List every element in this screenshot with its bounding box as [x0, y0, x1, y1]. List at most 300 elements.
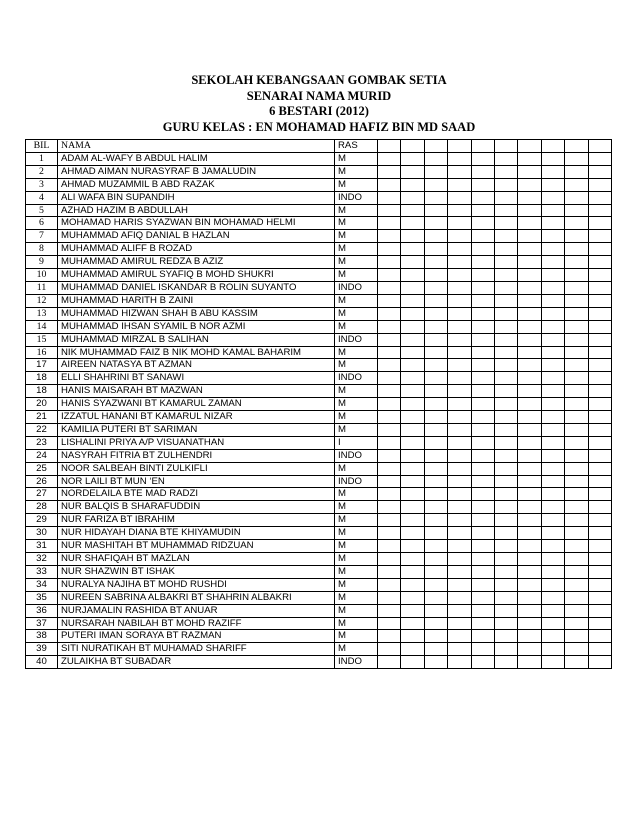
blank-cell [518, 475, 541, 488]
nama-cell: MUHAMMAD AFIQ DANIAL B HAZLAN [58, 230, 335, 243]
blank-cell [565, 540, 588, 553]
blank-cell [448, 656, 471, 669]
blank-cell [401, 230, 424, 243]
blank-cell [448, 423, 471, 436]
blank-cell [565, 243, 588, 256]
blank-cell [378, 204, 401, 217]
blank-cell [448, 411, 471, 424]
blank-cell [588, 152, 611, 165]
ras-cell: I [335, 436, 378, 449]
blank-cell [588, 243, 611, 256]
blank-cell [448, 256, 471, 269]
blank-cell [424, 307, 447, 320]
blank-cell [424, 243, 447, 256]
bil-cell: 30 [26, 527, 58, 540]
blank-cell [494, 423, 517, 436]
blank-cell [588, 346, 611, 359]
blank-cell [471, 178, 494, 191]
blank-cell [471, 411, 494, 424]
nama-header: NAMA [58, 140, 335, 153]
blank-cell [588, 540, 611, 553]
blank-cell [518, 501, 541, 514]
bil-cell: 13 [26, 307, 58, 320]
blank-cell [424, 540, 447, 553]
blank-cell [378, 565, 401, 578]
ras-cell: M [335, 320, 378, 333]
blank-cell [424, 359, 447, 372]
blank-cell [541, 656, 564, 669]
bil-cell: 36 [26, 604, 58, 617]
blank-cell [518, 643, 541, 656]
blank-cell [588, 553, 611, 566]
nama-cell: NUR HIDAYAH DIANA BTE KHIYAMUDIN [58, 527, 335, 540]
blank-cell [588, 462, 611, 475]
blank-cell [565, 436, 588, 449]
bil-cell: 20 [26, 398, 58, 411]
blank-cell [448, 604, 471, 617]
blank-cell [401, 591, 424, 604]
ras-cell: M [335, 630, 378, 643]
bil-cell: 23 [26, 436, 58, 449]
blank-cell [424, 643, 447, 656]
blank-cell [471, 307, 494, 320]
blank-cell [518, 604, 541, 617]
blank-cell [541, 604, 564, 617]
blank-cell [565, 281, 588, 294]
table-row [26, 178, 612, 191]
blank-cell [588, 256, 611, 269]
blank-cell [494, 475, 517, 488]
blank-cell [401, 269, 424, 282]
ras-cell: M [335, 411, 378, 424]
blank-cell [471, 643, 494, 656]
blank-cell [541, 333, 564, 346]
blank-header-cell [401, 140, 424, 153]
ras-cell: M [335, 230, 378, 243]
blank-cell [494, 398, 517, 411]
blank-cell [401, 527, 424, 540]
nama-cell: NURJAMALIN RASHIDA BT ANUAR [58, 604, 335, 617]
bil-header: BIL [26, 140, 58, 153]
table-row [26, 165, 612, 178]
blank-cell [565, 372, 588, 385]
bil-cell: 38 [26, 630, 58, 643]
blank-cell [401, 643, 424, 656]
nama-cell: MUHAMMAD DANIEL ISKANDAR B ROLIN SUYANTO [58, 281, 335, 294]
bil-cell: 10 [26, 269, 58, 282]
blank-cell [494, 372, 517, 385]
blank-cell [424, 591, 447, 604]
nama-cell: NUR MASHITAH BT MUHAMMAD RIDZUAN [58, 540, 335, 553]
nama-cell: AHMAD MUZAMMIL B ABD RAZAK [58, 178, 335, 191]
nama-cell: NUR SHAFIQAH BT MAZLAN [58, 553, 335, 566]
blank-cell [471, 333, 494, 346]
blank-cell [565, 165, 588, 178]
blank-cell [541, 398, 564, 411]
blank-cell [494, 256, 517, 269]
bil-cell: 17 [26, 359, 58, 372]
blank-cell [424, 217, 447, 230]
ras-cell: M [335, 643, 378, 656]
blank-cell [471, 565, 494, 578]
bil-cell: 21 [26, 411, 58, 424]
blank-cell [518, 269, 541, 282]
blank-cell [565, 204, 588, 217]
table-row [26, 385, 612, 398]
ras-cell: M [335, 553, 378, 566]
ras-cell: M [335, 385, 378, 398]
table-row [26, 514, 612, 527]
document-header [0, 73, 638, 135]
bil-cell: 40 [26, 656, 58, 669]
bil-cell: 1 [26, 152, 58, 165]
blank-cell [378, 152, 401, 165]
blank-cell [588, 191, 611, 204]
blank-cell [494, 217, 517, 230]
bil-cell: 11 [26, 281, 58, 294]
ras-cell: M [335, 398, 378, 411]
blank-cell [448, 436, 471, 449]
blank-cell [401, 514, 424, 527]
ras-cell: M [335, 578, 378, 591]
blank-header-cell [494, 140, 517, 153]
bil-cell: 14 [26, 320, 58, 333]
blank-cell [471, 436, 494, 449]
bil-cell: 2 [26, 165, 58, 178]
blank-cell [588, 423, 611, 436]
blank-cell [471, 449, 494, 462]
blank-cell [541, 565, 564, 578]
blank-cell [471, 204, 494, 217]
blank-cell [424, 333, 447, 346]
blank-cell [378, 411, 401, 424]
blank-cell [424, 630, 447, 643]
blank-cell [378, 307, 401, 320]
blank-cell [471, 165, 494, 178]
blank-cell [541, 527, 564, 540]
bil-cell: 33 [26, 565, 58, 578]
blank-cell [471, 617, 494, 630]
ras-cell: M [335, 540, 378, 553]
blank-cell [541, 230, 564, 243]
blank-cell [518, 307, 541, 320]
nama-cell: NURSARAH NABILAH BT MOHD RAZIFF [58, 617, 335, 630]
blank-cell [494, 411, 517, 424]
blank-cell [424, 294, 447, 307]
blank-cell [541, 320, 564, 333]
table-row [26, 230, 612, 243]
blank-cell [565, 333, 588, 346]
blank-cell [565, 191, 588, 204]
blank-cell [494, 165, 517, 178]
nama-cell: NUR BALQIS B SHARAFUDDIN [58, 501, 335, 514]
blank-cell [448, 281, 471, 294]
nama-cell: MUHAMMAD AMIRUL SYAFIQ B MOHD SHUKRI [58, 269, 335, 282]
ras-cell: M [335, 501, 378, 514]
blank-cell [494, 385, 517, 398]
blank-cell [448, 540, 471, 553]
blank-cell [565, 294, 588, 307]
blank-header-cell [565, 140, 588, 153]
ras-cell: M [335, 488, 378, 501]
bil-cell: 31 [26, 540, 58, 553]
blank-cell [378, 191, 401, 204]
blank-cell [378, 423, 401, 436]
blank-cell [471, 191, 494, 204]
blank-cell [424, 423, 447, 436]
ras-cell: M [335, 565, 378, 578]
blank-cell [588, 217, 611, 230]
blank-cell [588, 269, 611, 282]
ras-cell: INDO [335, 449, 378, 462]
blank-cell [494, 243, 517, 256]
blank-cell [401, 165, 424, 178]
blank-header-cell [588, 140, 611, 153]
blank-header-cell [448, 140, 471, 153]
blank-cell [424, 152, 447, 165]
blank-cell [494, 269, 517, 282]
bil-cell: 9 [26, 256, 58, 269]
blank-cell [588, 449, 611, 462]
blank-cell [518, 165, 541, 178]
blank-cell [518, 565, 541, 578]
blank-cell [424, 565, 447, 578]
blank-cell [518, 462, 541, 475]
blank-cell [471, 346, 494, 359]
blank-cell [518, 178, 541, 191]
blank-cell [565, 152, 588, 165]
blank-cell [588, 501, 611, 514]
blank-cell [401, 307, 424, 320]
blank-cell [588, 230, 611, 243]
ras-cell: M [335, 204, 378, 217]
blank-cell [448, 294, 471, 307]
blank-cell [448, 204, 471, 217]
blank-cell [518, 385, 541, 398]
blank-cell [378, 514, 401, 527]
blank-cell [565, 565, 588, 578]
bil-cell: 24 [26, 449, 58, 462]
table-row [26, 488, 612, 501]
blank-cell [471, 217, 494, 230]
blank-cell [424, 269, 447, 282]
blank-cell [494, 488, 517, 501]
nama-cell: ZULAIKHA BT SUBADAR [58, 656, 335, 669]
blank-cell [494, 178, 517, 191]
blank-cell [494, 630, 517, 643]
blank-cell [494, 501, 517, 514]
blank-cell [565, 320, 588, 333]
blank-cell [378, 178, 401, 191]
blank-cell [448, 178, 471, 191]
blank-cell [378, 269, 401, 282]
blank-cell [588, 372, 611, 385]
blank-cell [401, 488, 424, 501]
blank-cell [471, 281, 494, 294]
ras-header: RAS [335, 140, 378, 153]
bil-cell: 6 [26, 217, 58, 230]
blank-cell [424, 411, 447, 424]
blank-cell [565, 617, 588, 630]
blank-cell [588, 436, 611, 449]
blank-cell [565, 604, 588, 617]
blank-cell [378, 243, 401, 256]
table-row [26, 501, 612, 514]
blank-cell [588, 411, 611, 424]
blank-cell [494, 359, 517, 372]
blank-cell [448, 514, 471, 527]
ras-cell: M [335, 423, 378, 436]
nama-cell: NOOR SALBEAH BINTI ZULKIFLI [58, 462, 335, 475]
blank-cell [588, 617, 611, 630]
blank-cell [494, 514, 517, 527]
blank-cell [565, 514, 588, 527]
blank-cell [494, 643, 517, 656]
blank-cell [518, 281, 541, 294]
blank-cell [448, 359, 471, 372]
nama-cell: MUHAMMAD HIZWAN SHAH B ABU KASSIM [58, 307, 335, 320]
blank-cell [565, 591, 588, 604]
nama-cell: MUHAMMAD HARITH B ZAINI [58, 294, 335, 307]
blank-cell [378, 333, 401, 346]
blank-cell [518, 346, 541, 359]
blank-cell [565, 475, 588, 488]
bil-cell: 5 [26, 204, 58, 217]
blank-cell [541, 436, 564, 449]
table-row [26, 294, 612, 307]
blank-cell [424, 527, 447, 540]
blank-cell [401, 191, 424, 204]
blank-cell [378, 540, 401, 553]
blank-cell [541, 178, 564, 191]
blank-cell [565, 578, 588, 591]
blank-cell [378, 656, 401, 669]
blank-cell [448, 385, 471, 398]
nama-cell: IZZATUL HANANI BT KAMARUL NIZAR [58, 411, 335, 424]
blank-cell [565, 527, 588, 540]
ras-cell: M [335, 359, 378, 372]
blank-cell [588, 178, 611, 191]
blank-cell [401, 604, 424, 617]
blank-cell [471, 398, 494, 411]
ras-cell: M [335, 527, 378, 540]
ras-cell: M [335, 269, 378, 282]
blank-cell [518, 488, 541, 501]
table-row [26, 256, 612, 269]
blank-cell [565, 449, 588, 462]
nama-cell: NORDELAILA BTE MAD RADZI [58, 488, 335, 501]
blank-cell [471, 488, 494, 501]
blank-cell [378, 294, 401, 307]
blank-cell [424, 372, 447, 385]
blank-cell [401, 449, 424, 462]
blank-cell [471, 230, 494, 243]
blank-cell [565, 462, 588, 475]
blank-cell [588, 333, 611, 346]
blank-cell [378, 320, 401, 333]
blank-cell [494, 617, 517, 630]
blank-cell [471, 553, 494, 566]
blank-cell [424, 617, 447, 630]
blank-cell [494, 553, 517, 566]
bil-cell: 32 [26, 553, 58, 566]
ras-cell: M [335, 514, 378, 527]
bil-cell: 28 [26, 501, 58, 514]
ras-cell: M [335, 165, 378, 178]
nama-cell: SITI NURATIKAH BT MUHAMAD SHARIFF [58, 643, 335, 656]
nama-cell: MUHAMMAD AMIRUL REDZA B AZIZ [58, 256, 335, 269]
table-row [26, 411, 612, 424]
blank-cell [541, 217, 564, 230]
nama-cell: ADAM AL-WAFY B ABDUL HALIM [58, 152, 335, 165]
blank-cell [541, 243, 564, 256]
blank-cell [518, 527, 541, 540]
blank-cell [471, 630, 494, 643]
blank-cell [565, 359, 588, 372]
nama-cell: NASYRAH FITRIA BT ZULHENDRI [58, 449, 335, 462]
blank-cell [565, 385, 588, 398]
blank-cell [378, 449, 401, 462]
blank-cell [565, 307, 588, 320]
table-row [26, 281, 612, 294]
bil-cell: 16 [26, 346, 58, 359]
blank-cell [541, 578, 564, 591]
blank-cell [494, 346, 517, 359]
table-row [26, 359, 612, 372]
nama-cell: MOHAMAD HARIS SYAZWAN BIN MOHAMAD HELMI [58, 217, 335, 230]
blank-cell [401, 656, 424, 669]
nama-cell: NUR FARIZA BT IBRAHIM [58, 514, 335, 527]
blank-cell [401, 423, 424, 436]
blank-cell [494, 307, 517, 320]
blank-cell [424, 578, 447, 591]
nama-cell: NURALYA NAJIHA BT MOHD RUSHDI [58, 578, 335, 591]
blank-cell [518, 204, 541, 217]
blank-cell [448, 488, 471, 501]
blank-cell [378, 230, 401, 243]
blank-cell [424, 656, 447, 669]
table-row [26, 217, 612, 230]
blank-cell [494, 191, 517, 204]
blank-cell [378, 630, 401, 643]
blank-cell [424, 436, 447, 449]
nama-cell: NUREEN SABRINA ALBAKRI BT SHAHRIN ALBAKRI [58, 591, 335, 604]
blank-cell [494, 333, 517, 346]
blank-cell [588, 591, 611, 604]
blank-cell [518, 256, 541, 269]
blank-cell [401, 630, 424, 643]
blank-cell [401, 411, 424, 424]
ras-cell: M [335, 256, 378, 269]
blank-cell [471, 540, 494, 553]
blank-cell [518, 436, 541, 449]
ras-cell: M [335, 617, 378, 630]
ras-cell: M [335, 178, 378, 191]
bil-cell: 4 [26, 191, 58, 204]
blank-cell [378, 385, 401, 398]
blank-cell [471, 423, 494, 436]
blank-cell [541, 591, 564, 604]
blank-cell [448, 449, 471, 462]
table-row [26, 553, 612, 566]
table-row [26, 423, 612, 436]
blank-cell [494, 578, 517, 591]
blank-cell [471, 656, 494, 669]
blank-cell [541, 553, 564, 566]
table-row [26, 436, 612, 449]
blank-cell [565, 423, 588, 436]
blank-cell [448, 591, 471, 604]
